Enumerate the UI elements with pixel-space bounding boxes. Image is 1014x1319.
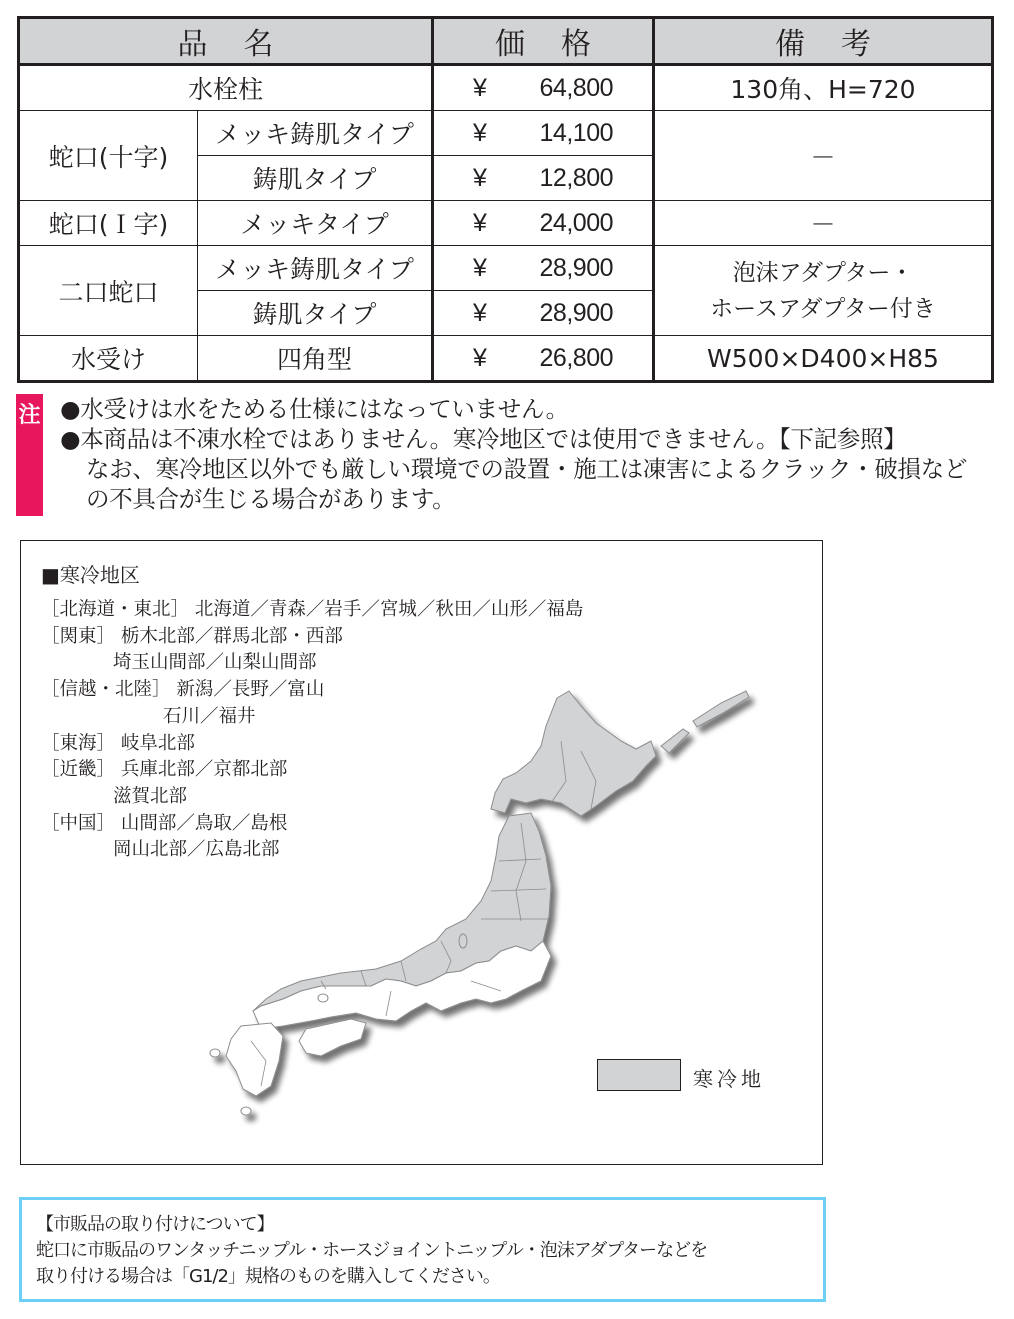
product-type-cell: メッキ鋳肌タイプ: [198, 246, 433, 291]
region-label: ［北海道・東北］: [41, 599, 190, 620]
header-product-name: 品 名: [19, 18, 433, 65]
hokkaido-region: [491, 691, 656, 816]
remark-cell: 130角、H=720: [654, 65, 993, 111]
remark-cell: －: [654, 201, 993, 246]
product-type-cell: 四角型: [198, 336, 433, 382]
price-cell: ¥ 24,000: [433, 201, 654, 246]
region-label: ［近畿］: [41, 759, 116, 781]
table-row: [19, 246, 993, 291]
note-line: なお、寒冷地区以外でも厳しい環境での設置・施工は凍害によるクラック・破損など: [86, 455, 968, 483]
commercial-text: [36, 1212, 707, 1290]
product-category-cell: 蛇口(Ｉ字): [19, 201, 198, 246]
region-label: ［関東］: [41, 625, 116, 647]
header-remarks: 備 考: [654, 18, 993, 65]
region-prefectures: 岡山北部／広島北部: [113, 839, 280, 861]
region-prefectures: 兵庫北部／京都北部: [120, 759, 288, 781]
notes-section: [16, 394, 1006, 516]
table-row: [19, 201, 993, 246]
region-label: ［東海］: [41, 732, 116, 754]
region-row: [41, 597, 583, 624]
price-cell: ¥ 26,800: [433, 336, 654, 382]
note-line: の不具合が生じる場合があります。: [86, 485, 456, 513]
price-cell: ¥ 12,800: [433, 156, 654, 201]
product-name-cell: 水栓柱: [19, 65, 433, 111]
kyushu: [226, 1023, 283, 1096]
region-prefectures: 栃木北部／群馬北部・西部: [120, 625, 343, 647]
region-prefectures: 滋賀北部: [113, 785, 188, 807]
legend-swatch-cold: [597, 1059, 681, 1091]
shikoku: [299, 1019, 366, 1056]
table-header-row: [19, 18, 993, 65]
region-row-cont: [41, 650, 583, 677]
product-type-cell: メッキタイプ: [198, 201, 433, 246]
region-row: [41, 624, 583, 651]
product-category-cell: 水受け: [19, 336, 198, 382]
region-prefectures: 北海道／青森／岩手／宮城／秋田／山形／福島: [194, 599, 584, 620]
region-prefectures: 新潟／長野／富山: [176, 679, 325, 701]
note-lines: [60, 394, 967, 514]
remark-cell: －: [654, 111, 993, 201]
region-label: ［中国］: [41, 812, 116, 834]
header-price: 価 格: [433, 18, 654, 65]
price-cell: ¥ 64,800: [433, 65, 654, 111]
product-category-cell: 蛇口(十字): [19, 111, 198, 201]
product-type-cell: 鋳肌タイプ: [198, 291, 433, 336]
price-cell: ¥ 28,900: [433, 246, 654, 291]
note-line: ●本商品は不凍水栓ではありません。寒冷地区では使用できません。【下記参照】: [60, 425, 907, 453]
region-prefectures: 石川／福井: [163, 705, 256, 727]
remark-line: ホースアダプター付き: [710, 295, 936, 322]
table-row: [19, 65, 993, 111]
commercial-line: 蛇口に市販品のワンタッチニップル・ホースジョイントニップル・泡沫アダプターなどを: [36, 1240, 708, 1261]
note-badge: 注: [16, 394, 43, 516]
table-row: [19, 336, 993, 382]
price-cell: ¥ 14,100: [433, 111, 654, 156]
region-prefectures: 岐阜北部: [120, 732, 195, 754]
price-table: [17, 16, 994, 383]
remark-cell: [654, 246, 993, 336]
commercial-products-box: [19, 1197, 826, 1302]
note-line: ●水受けは水をためる仕様にはなっていません。: [60, 395, 569, 423]
product-type-cell: 鋳肌タイプ: [198, 156, 433, 201]
cold-region-box: [20, 540, 823, 1165]
product-category-cell: 二口蛇口: [19, 246, 198, 336]
remark-line: 泡沫アダプター・: [732, 259, 914, 286]
region-prefectures: 埼玉山間部／山梨山間部: [113, 652, 317, 674]
commercial-line: 取り付ける場合は「G1/2」規格のものを購入してください。: [36, 1266, 500, 1287]
remark-cell: W500×D400×H85: [654, 336, 993, 382]
product-type-cell: メッキ鋳肌タイプ: [198, 111, 433, 156]
region-prefectures: 山間部／鳥取／島根: [120, 812, 288, 834]
legend-label: 寒冷地: [693, 1067, 765, 1091]
price-cell: ¥ 28,900: [433, 291, 654, 336]
commercial-title: 【市販品の取り付けについて】: [36, 1214, 274, 1235]
cold-region-title: ■寒冷地区: [41, 563, 140, 587]
region-label: ［信越・北陸］: [41, 679, 171, 701]
table-row: [19, 111, 993, 156]
